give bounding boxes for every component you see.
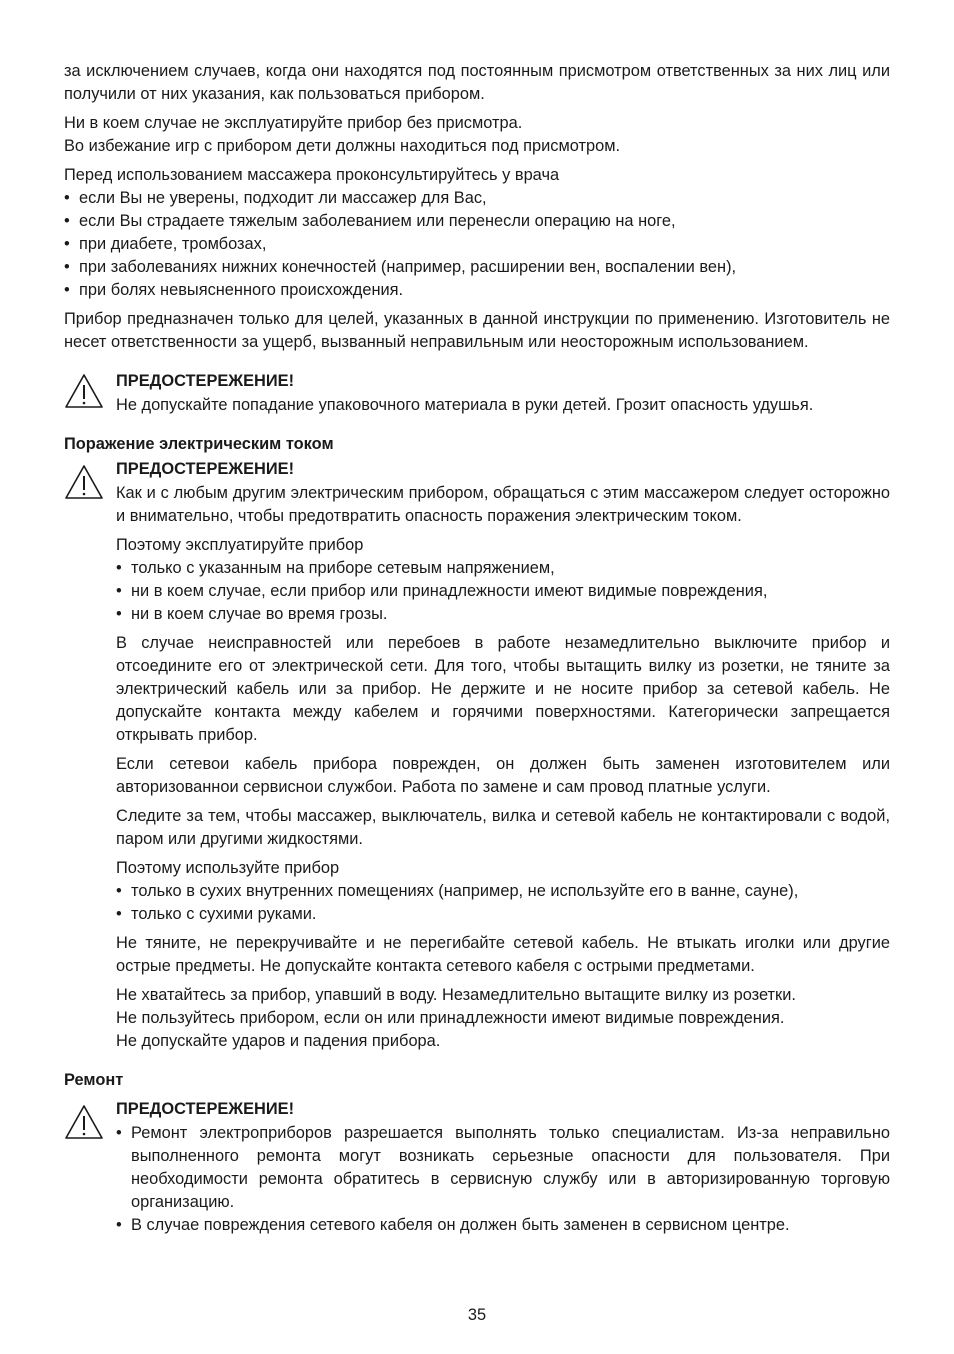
intro-paragraph: за исключением случаев, когда они находятся под постоянным присмотром ответственных за них лиц или получили от них указания, как пользоваться прибором. (64, 62, 890, 103)
electric-line-2: Не пользуйтесь прибором, если он или принадлежности имеют видимые повреждения. (116, 1009, 785, 1027)
list-item: • ни в коем случае, если прибор или принадлежности имеют видимые повреждения, (116, 580, 890, 603)
electric-line-1: Не хватайтесь за прибор, упавший в воду. Незамедлительно вытащите вилку из розетки. (116, 986, 796, 1004)
supervision-line-2: Во избежание игр с прибором дети должны находиться под присмотром. (64, 137, 621, 155)
warning-triangle-icon (64, 1104, 104, 1140)
purpose-paragraph: Прибор предназначен только для целей, указанных в данной инструкции по применению. Изготовитель не несет ответственности за ущерб, вызванный неправильным или неосторожным использованием. (64, 310, 890, 351)
warning-title: ПРЕДОСТЕРЕЖЕНИЕ! (116, 372, 295, 390)
warning-text: Не допускайте попадание упаковочного материала в руки детей. Грозит опасность удушья. (116, 396, 814, 414)
warning-title: ПРЕДОСТЕРЕЖЕНИЕ! (116, 460, 295, 478)
list-item: • только с сухими руками. (116, 903, 890, 926)
section-heading-repair: Ремонт (64, 1071, 124, 1089)
list-item: • В случае повреждения сетевого кабеля он должен быть заменен в сервисном центре. (116, 1214, 890, 1237)
list-item: • если Вы страдаете тяжелым заболеванием или перенесли операцию на ноге, (64, 210, 890, 233)
electric-paragraph-5: Не тяните, не перекручивайте и не перегибайте сетевой кабель. Не втыкать иголки или другие острые предметы. Не допускайте контакта сетевого кабеля с острыми предметами. (116, 934, 890, 975)
consult-list (64, 187, 890, 302)
list-item: • при заболеваниях нижних конечностей (например, расширении вен, воспалении вен), (64, 256, 890, 279)
electric-paragraph-1: Как и с любым другим электрическим прибором, обращаться с этим массажером следует осторожно и внимательно, чтобы предотвратить опасность поражения электрическим током. (116, 484, 890, 525)
warning-triangle-icon (64, 464, 104, 500)
page-number: 35 (467, 1306, 487, 1324)
list-item: • если Вы не уверены, подходит ли массажер для Вас, (64, 187, 890, 210)
list-item: • ни в коем случае во время грозы. (116, 603, 890, 626)
supervision-paragraph (64, 112, 890, 158)
electric-paragraph-4: Следите за тем, чтобы массажер, выключатель, вилка и сетевой кабель не контактировали с водой, паром или другими жидкостями. (116, 807, 890, 848)
electric-paragraph-6 (116, 984, 890, 1053)
packaging-warning (64, 370, 890, 417)
consult-lead: Перед использованием массажера проконсультируйтесь у врача (64, 166, 560, 184)
section-heading-electric-shock: Поражение электрическим током (64, 435, 334, 453)
document-page (64, 60, 890, 1243)
repair-list (116, 1122, 890, 1237)
repair-warning (64, 1098, 890, 1237)
use-lead: Поэтому используйте прибор (116, 859, 340, 877)
list-item: • при болях невыясненного происхождения. (64, 279, 890, 302)
list-item: • Ремонт электроприборов разрешается выполнять только специалистам. Из-за неправильно выполненного ремонта могут возникать серьезные опасности для пользователя. При необходимости ремонта обратитесь в сервисную службу или в авторизированную торговую организацию. (116, 1122, 890, 1214)
warning-triangle-icon (64, 373, 104, 409)
electric-line-3: Не допускайте ударов и падения прибора. (116, 1032, 441, 1050)
operate-list (116, 557, 890, 626)
list-item: • только в сухих внутренних помещениях (например, не используйте его в ванне, сауне), (116, 880, 890, 903)
list-item: • при диабете, тромбозах, (64, 233, 890, 256)
warning-title: ПРЕДОСТЕРЕЖЕНИЕ! (116, 1100, 295, 1118)
list-item: • только с указанным на приборе сетевым напряжением, (116, 557, 890, 580)
operate-lead: Поэтому эксплуатируйте прибор (116, 536, 364, 554)
electric-warning (64, 458, 890, 1053)
supervision-line-1: Ни в коем случае не эксплуатируйте прибор без присмотра. (64, 114, 523, 132)
use-list (116, 880, 890, 926)
electric-paragraph-2: В случае неисправностей или перебоев в работе незамедлительно выключите прибор и отсоедините его от электрической сети. Для того, чтобы вытащить вилку из розетки, не тяните за электрический кабель или за прибор. Не держите и не носите прибор за сетевой кабель. Не допускайте контакта между кабелем и горячими поверхностями. Категорически запрещается открывать прибор. (116, 634, 890, 744)
electric-paragraph-3: Если сетевои кабель прибора поврежден, он должен быть заменен изготовителем или авторизованнои сервиснои службои. Работа по замене и сам провод платные услуги. (116, 755, 890, 796)
